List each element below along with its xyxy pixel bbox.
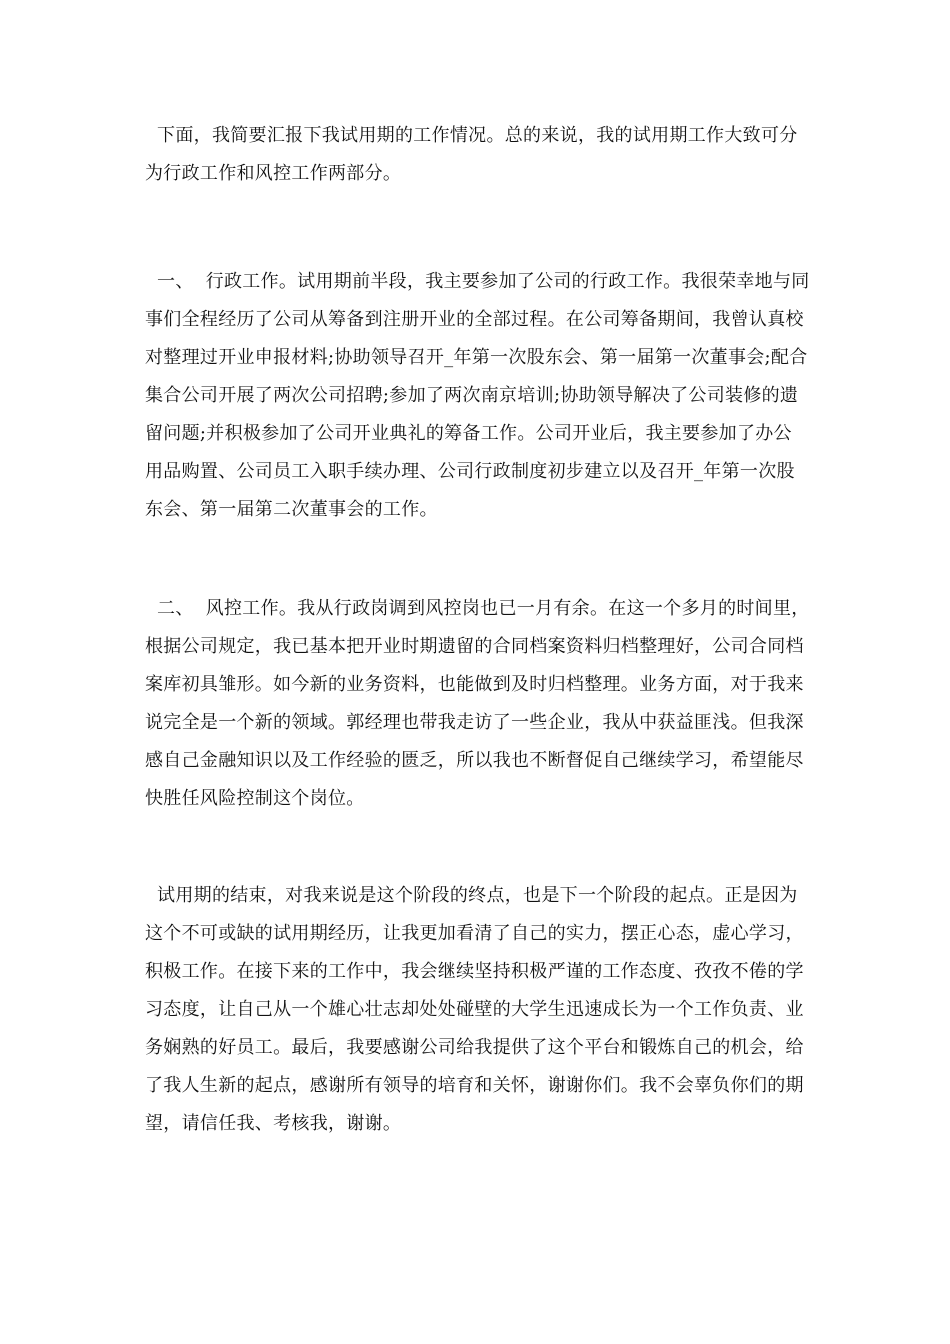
section-number: 二、 bbox=[145, 598, 206, 619]
paragraph-conclusion bbox=[145, 877, 810, 1143]
paragraph-text: 风控工作。我从行政岗调到风控岗也已一月有余。在这一个多月的时间里，根据公司规定，我已基本把开业时期遗留的合同档案资料归档整理好，公司合同档案库初具雏形。如今新的业务资料，也能做到及时归档整理。业务方面，对于我来说完全是一个新的领域。郭经理也带我走访了一些企业，我从中获益匪浅。但我深感自己金融知识以及工作经验的匮乏，所以我也不断督促自己继续学习，希望能尽快胜任风险控制这个岗位。 bbox=[145, 598, 810, 809]
paragraph-text: 试用期的结束，对我来说是这个阶段的终点，也是下一个阶段的起点。正是因为这个不可或缺的试用期经历，让我更加看清了自己的实力，摆正心态，虚心学习，积极工作。在接下来的工作中，我会继续坚持积极严谨的工作态度、孜孜不倦的学习态度，让自己从一个雄心壮志却处处碰壁的大学生迅速成长为一个工作负责、业务娴熟的好员工。最后，我要感谢公司给我提供了这个平台和锻炼自己的机会，给了我人生新的起点，感谢所有领导的培育和关怀，谢谢你们。我不会辜负你们的期望，请信任我、考核我，谢谢。 bbox=[145, 885, 804, 1134]
section-number: 一、 bbox=[145, 271, 206, 292]
paragraph-text: 下面，我简要汇报下我试用期的工作情况。总的来说，我的试用期工作大致可分为行政工作和风控工作两部分。 bbox=[145, 125, 798, 184]
paragraph-lead bbox=[145, 125, 157, 146]
paragraph-administrative-work bbox=[145, 263, 810, 529]
paragraph-text: 行政工作。试用期前半段，我主要参加了公司的行政工作。我很荣幸地与同事们全程经历了公司从筹备到注册开业的全部过程。在公司筹备期间，我曾认真校对整理过开业申报材料;协助领导召开_年第一次股东会、第一届第一次董事会;配合集合公司开展了两次公司招聘;参加了两次南京培训;协助领导解决了公司装修的遗留问题;并积极参加了公司开业典礼的筹备工作。公司开业后，我主要参加了办公用品购置、公司员工入职手续办理、公司行政制度初步建立以及召开_年第一次股东会、第一届第二次董事会的工作。 bbox=[145, 271, 810, 520]
paragraph-lead bbox=[145, 885, 157, 906]
paragraph-risk-control-work bbox=[145, 590, 810, 818]
paragraph-intro bbox=[145, 117, 810, 193]
